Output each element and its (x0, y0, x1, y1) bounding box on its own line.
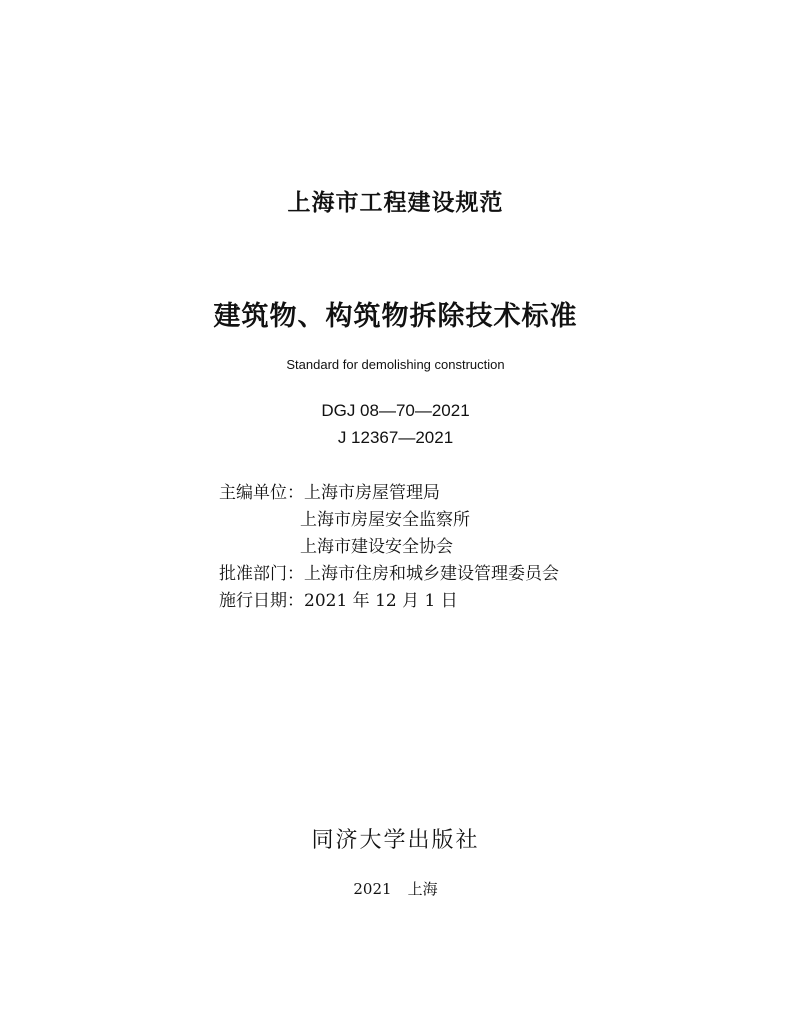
approver-row (219, 559, 559, 584)
series-title: 上海市工程建设规范 (287, 190, 504, 216)
standard-code: DGJ 08—70—2021 (321, 401, 470, 420)
main-title: 建筑物、构筑物拆除技术标准 (213, 301, 578, 332)
chief-editor-label: 主编单位： (219, 483, 304, 503)
chief-editor-row (300, 505, 470, 530)
english-title: Standard for demolishing construction (286, 357, 505, 372)
effective-date-value: 2021 年 12 月 1 日 (304, 591, 458, 611)
effective-date-row (219, 586, 458, 611)
chief-editor-row (219, 478, 440, 503)
approver-label: 批准部门： (219, 564, 304, 584)
imprint-city: 上海 (407, 880, 438, 898)
publisher: 同济大学出版社 (311, 828, 480, 853)
record-code: J 12367—2021 (337, 428, 454, 447)
chief-editor-unit: 上海市房屋管理局 (304, 483, 440, 503)
imprint-year: 2021 (353, 880, 392, 898)
approver-value: 上海市住房和城乡建设管理委员会 (304, 564, 559, 584)
chief-editor-row (300, 532, 453, 557)
effective-date-label: 施行日期： (219, 591, 304, 611)
chief-editor-unit: 上海市建设安全协会 (300, 537, 453, 557)
chief-editor-unit: 上海市房屋安全监察所 (300, 510, 470, 530)
imprint (0, 878, 791, 899)
